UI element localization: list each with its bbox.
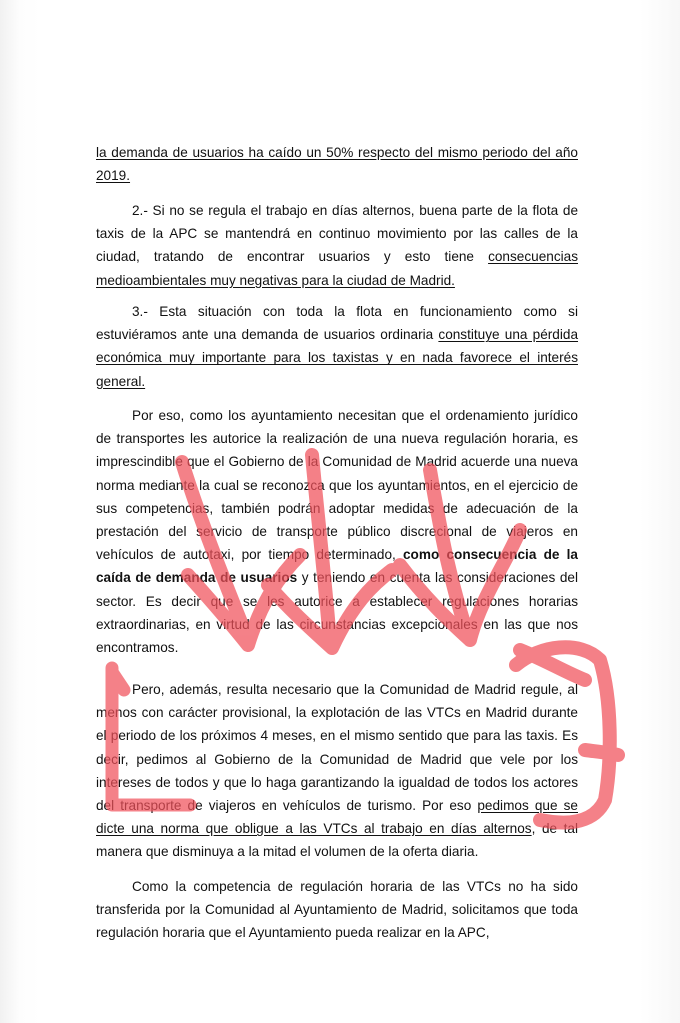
paragraph-1 xyxy=(96,141,578,187)
p4-bold-text: como consecuencia de la caída de demanda de usuarios xyxy=(96,547,578,586)
p4-text-a: Por eso, como los ayuntamiento necesitan que el ordenamiento jurídico de transportes les autorice la realización de una nueva regulación horaria, es imprescindible que el Gobierno de la Comunidad de Madrid acuerde una nueva norma mediante la cual se reconozca que los ayuntamientos, en el ejercicio de sus competencias, también podrán adoptar medidas de adecuación de la prestación del servicio de transporte público discrecional de viajeros en vehículos de autotaxi, por tiempo determinado, xyxy=(96,408,578,563)
p1-underlined-text: la demanda de usuarios ha caído un 50% respecto del mismo periodo del año 2019. xyxy=(96,145,578,184)
paragraph-6 xyxy=(96,875,578,945)
p3-underlined-text: constituye una pérdida económica muy importante para los taxistas y en nada favorece el interés general. xyxy=(96,327,579,389)
p3-text: 3.- Esta situación con toda la flota en funcionamiento como si estuviéramos ante una demanda de usuarios ordinaria xyxy=(96,304,578,343)
p2-text: 2.- Si no se regula el trabajo en días alternos, buena parte de la flota de taxis de la APC se mantendrá en continuo movimiento por las calles de la ciudad, tratando de encontrar usuarios y esto tiene xyxy=(96,203,578,265)
p5-text-a: Pero, además, resulta necesario que la Comunidad de Madrid regule, al menos con carácter provisional, la explotación de las VTCs en Madrid durante el periodo de los próximos 4 meses, en el mismo sentido que para las taxis. Es decir, pedimos al Gobierno de la Comunidad de Madrid que vele por los intereses de todos y que lo haga garantizando la igualdad de todos los actores del transporte de viajeros en vehículos de turismo. Por eso xyxy=(96,682,578,814)
paragraph-5 xyxy=(96,678,578,864)
p2-underlined-text: consecuencias medioambientales muy negativas para la ciudad de Madrid. xyxy=(96,249,578,288)
p5-text-b: , de tal manera que disminuya a la mitad el volumen de la oferta diaria. xyxy=(96,821,578,860)
paragraph-2 xyxy=(96,199,578,292)
paragraph-4 xyxy=(96,404,578,659)
p6-text: Como la competencia de regulación horaria de las VTCs no ha sido transferida por la Comunidad al Ayuntamiento de Madrid, solicitamos que toda regulación horaria que el Ayuntamiento pueda realizar en la APC, xyxy=(96,879,578,941)
paragraph-3 xyxy=(96,300,578,393)
p4-text-b: y teniendo en cuenta las consideraciones del sector. Es decir que se les autorice a establecer regulaciones horarias extraordinarias, en virtud de las circunstancias excepcionales en las que nos encontramos. xyxy=(96,570,578,656)
p5-underlined-text: pedimos que se dicte una norma que obligue a las VTCs al trabajo en días alternos xyxy=(96,798,578,837)
